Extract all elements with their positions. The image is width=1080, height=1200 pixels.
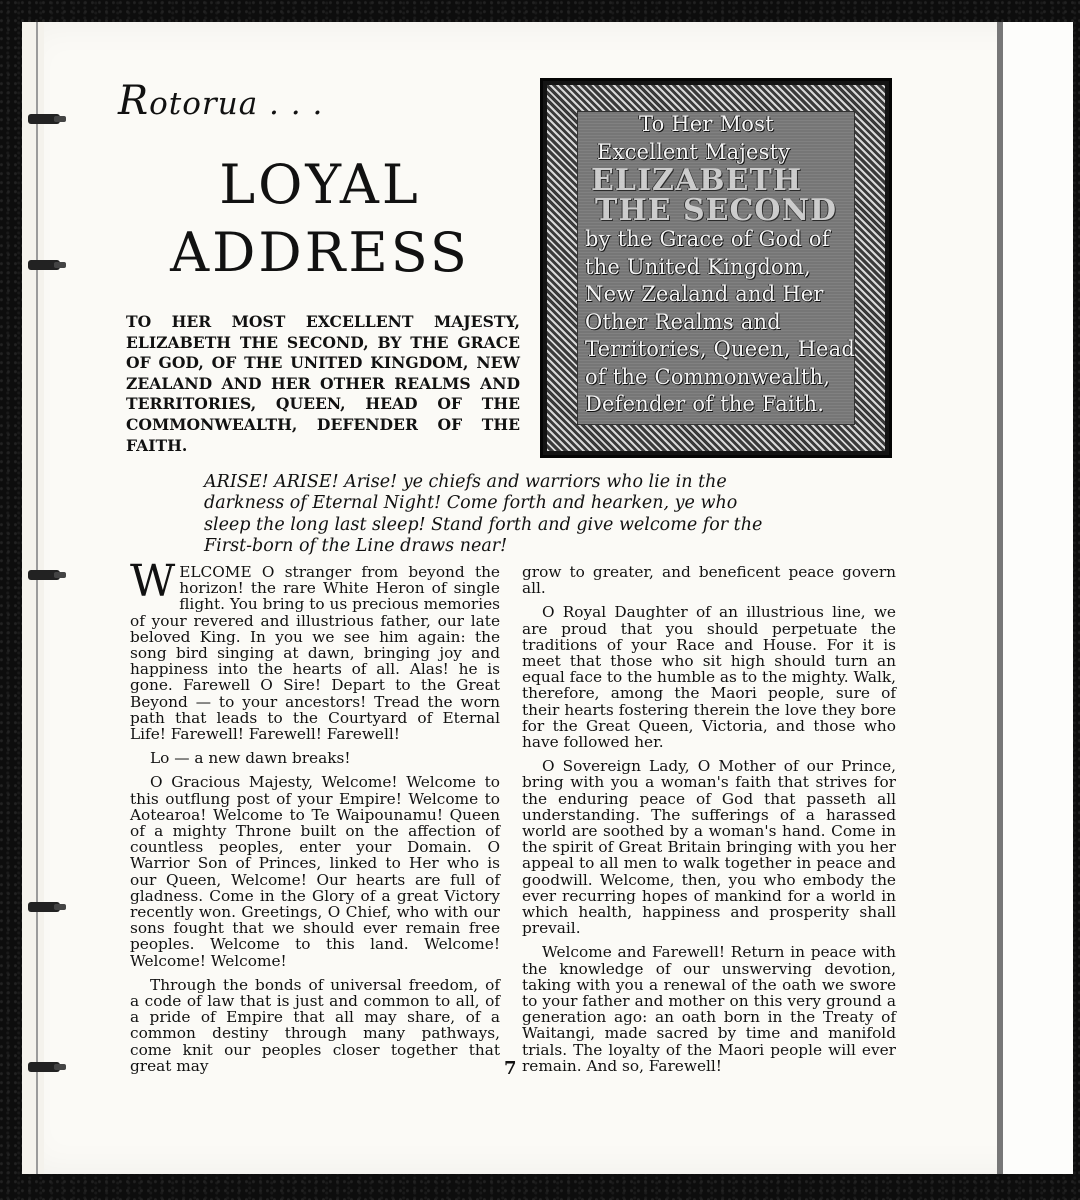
body-paragraph: Through the bonds of universal freedom, of a code of law that is just and common to all, of a pride of Empire that all may share, of a common destiny through many pathways, come knit our peoples closer together that great may: [130, 975, 500, 1075]
paragraph-text: ELCOME O stranger from beyond the horizon! the rare White Heron of single flight. You bring to us precious memories of your revered and illustrious father, our late beloved King. In you we see him again: the song bird singing at dawn, bringing joy and happiness into the hearts of all. Alas! he is gone. Farewell O Sire! Depart to the Great Beyond — to your ancestors! Tread the worn path that leads to the Courtyard of Eternal Life! Farewell! Farewell! Farewell!: [130, 563, 500, 744]
dedication-text: TO HER MOST EXCELLENT MAJESTY, ELIZABETH THE SECOND, BY THE GRACE OF GOD, OF THE UNITED KINGDOM, NEW ZEALAND AND HER OTHER REALMS AND TERRITORIES, QUEEN, HEAD OF THE COMMONWEALTH, DEFENDER OF THE FAITH.: [126, 312, 520, 455]
body-paragraph: Welcome and Farewell! Return in peace with the knowledge of our unswerving devotion, taking with you a renewal of the oath we swore to your father and mother on this very ground a generation ago: an oath born in the Treaty of Waitangi, made sacred by time and manifold trials. The loyalty of the Maori people will ever remain. And so, Farewell!: [522, 943, 896, 1075]
body-paragraph: grow to greater, and beneficent peace govern all.: [522, 563, 896, 598]
body-paragraph: O Royal Daughter of an illustrious line, we are proud that you should perpetuate the traditions of your Race and House. For it is meet that those who sit high should turn an equal face to the humble as to the mighty. Walk, therefore, among the Maori people, sure of their hearts fostering therein the love they bore for the Great Queen, Victoria, and those who have followed her.: [522, 603, 896, 752]
epigraph-line: ARISE! ARISE! Arise! ye chiefs and warriors who lie in the: [204, 472, 727, 492]
calligraphy-line: of the Commonwealth,: [585, 364, 831, 389]
calligraphy-line: the United Kingdom,: [585, 254, 811, 279]
calligraphy-line: THE SECOND: [595, 193, 837, 228]
headline-line-2: ADDRESS: [170, 221, 470, 284]
body-column-right: [522, 564, 896, 1082]
binding-clip: [28, 114, 60, 124]
calligraphy-line: New Zealand and Her: [585, 282, 824, 306]
calligraphy-line: ELIZABETH: [591, 163, 803, 198]
kicker-initial: R: [118, 78, 150, 124]
body-column-left: [130, 556, 500, 1082]
calligraphy-line: Territories, Queen, Head: [585, 337, 855, 361]
facing-page-edge: [1003, 22, 1073, 1174]
binding-rule: [36, 22, 38, 1174]
epigraph-line: sleep the long last sleep! Stand forth and give welcome for the: [204, 514, 763, 535]
body-paragraph: [130, 556, 500, 744]
binding-clip: [28, 570, 60, 580]
binding-clip: [28, 1062, 60, 1072]
epigraph: [204, 472, 812, 557]
binding-strip: [22, 22, 44, 1174]
kicker-text: otorua . . .: [149, 86, 324, 122]
calligraphy-line: Defender of the Faith.: [585, 392, 825, 416]
epigraph-line: darkness of Eternal Night! Come forth and hearken, ye who: [204, 493, 738, 514]
drop-cap: W: [130, 556, 176, 607]
page-number: 7: [504, 1058, 517, 1079]
epigraph-line: First-born of the Line draws near!: [204, 535, 508, 556]
illuminated-address-image: [540, 78, 892, 458]
calligraphy-line: Excellent Majesty: [597, 139, 791, 164]
body-paragraph: Lo — a new dawn breaks!: [150, 749, 351, 768]
section-kicker: [118, 78, 323, 124]
body-paragraph: O Sovereign Lady, O Mother of our Prince, bring with you a woman's faith that strives for the enduring peace of God that passeth all understanding. The sufferings of a harassed world are soothed by a woman's hand. Come in the spirit of Great Britain bringing with you her appeal to all men to walk together in peace and goodwill. Welcome, then, you who embody the ever recurring hopes of mankind for a world in which health, happiness and prosperity shall prevail.: [522, 757, 896, 938]
calligraphy-line: Other Realms and: [585, 309, 781, 334]
headline-line-1: LOYAL: [219, 153, 421, 216]
body-paragraph: O Gracious Majesty, Welcome! Welcome to this outflung post of your Empire! Welcome to Aotearoa! Welcome to Te Waipounamu! Queen of a mighty Throne built on the affection of countless peoples, enter your Domain. O Warrior Son of Princes, linked to Her who is our Queen, Welcome! Our hearts are full of gladness. Come in the Glory of a great Victory recently won. Greetings, O Chief, who with our sons fought that we should ever remain free peoples. Welcome to this land. Welcome! Welcome! Welcome!: [130, 773, 500, 970]
calligraphy-text: [585, 111, 855, 419]
calligraphy-line: To Her Most: [639, 112, 774, 136]
calligraphy-line: by the Grace of God of: [585, 227, 830, 251]
binding-clip: [28, 260, 60, 270]
binding-clip: [28, 902, 60, 912]
